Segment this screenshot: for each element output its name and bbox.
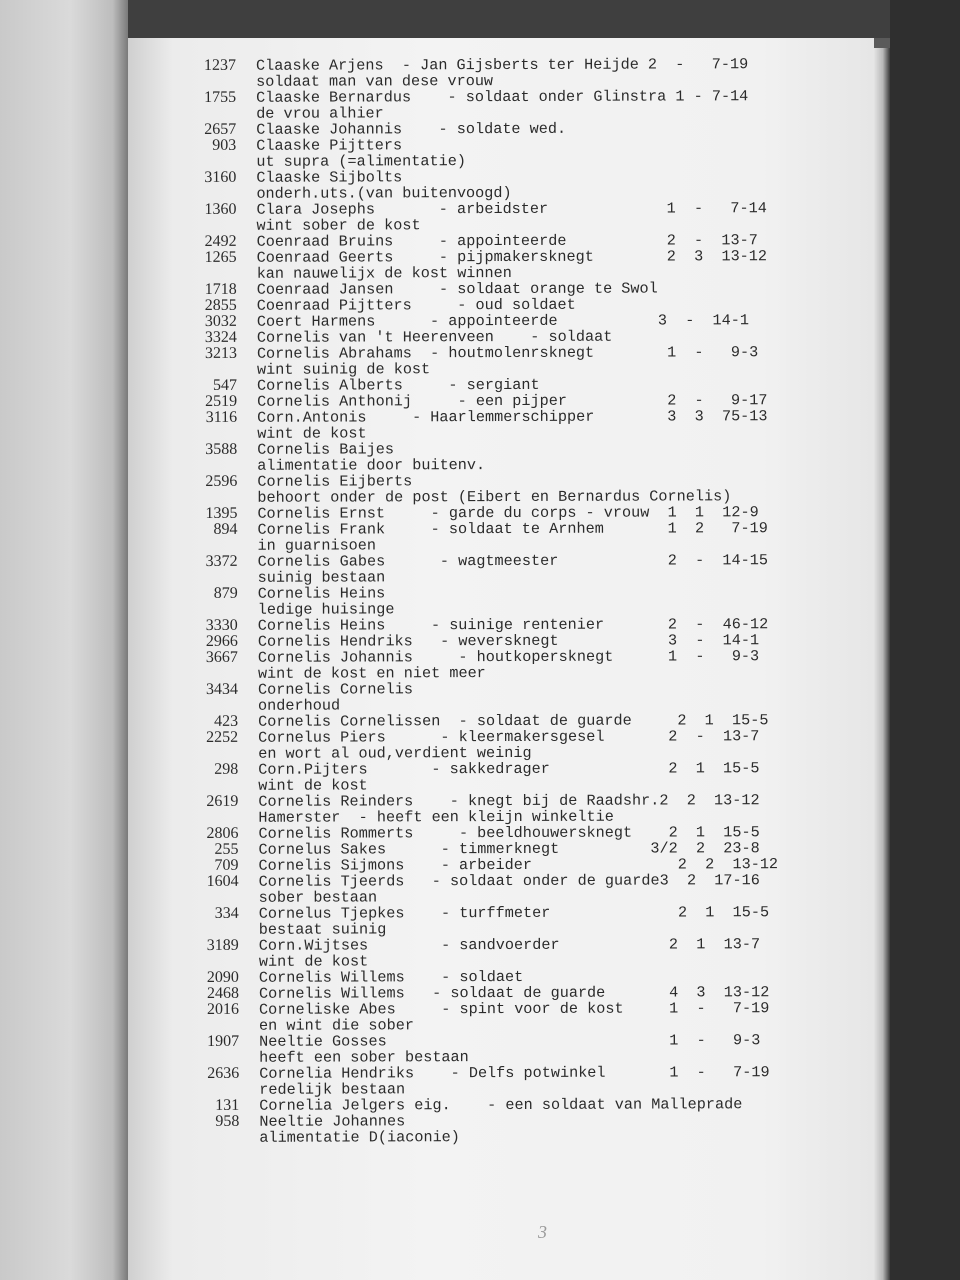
- register-entry: [190, 728, 830, 762]
- register-entry: [188, 168, 828, 202]
- entry-number: 1718: [204, 280, 237, 298]
- entry-text: Cornelis Tjeerds - soldaat onder de guarde3 2 17-16: [258, 871, 760, 891]
- register-entry: [188, 200, 828, 234]
- register-entry: [190, 792, 830, 826]
- entry-note: bestaat suinig: [258, 920, 387, 939]
- entry-text: Cornelus Sakes - timmerknegt 3/2 2 23-8: [258, 839, 760, 859]
- entry-text: Corn.Wijtses - sandvoerder 2 1 13-7: [258, 935, 761, 955]
- register-entry: [188, 136, 828, 170]
- entry-number: 1907: [207, 1032, 240, 1050]
- entry-number: 423: [214, 712, 239, 730]
- entry-text: Cornelus Piers - kleermakersgesel 2 - 13-7: [258, 727, 760, 747]
- register-entry: [191, 872, 831, 906]
- entry-text: Coenraad Geerts - pijpmakersknegt 2 3 13-12: [256, 247, 768, 267]
- entry-note: alimentatie D(iaconie): [259, 1128, 460, 1147]
- entry-text: Coenraad Pijtters - oud soldaet: [256, 295, 576, 315]
- entry-text: Cornelis Cornelissen - soldaat de guarde 2 1 15-5: [258, 711, 769, 731]
- register-entry: [189, 520, 829, 554]
- entry-text: Claaske Bernardus - soldaat onder Glinstra 1 - 7-14: [256, 87, 749, 107]
- entry-text: Cornelis Sijmons - arbeider 2 2 13-12: [258, 855, 779, 875]
- entry-number: 3160: [204, 168, 237, 186]
- entry-number: 3116: [205, 408, 238, 426]
- entry-text: Corn.Antonis - Haarlemmerschipper 3 3 75-13: [257, 407, 768, 427]
- register-entry: [190, 680, 830, 714]
- facing-page: [0, 0, 128, 1280]
- register-entry: [191, 1064, 831, 1098]
- entry-text: Cornelis Willems - soldaet: [258, 967, 524, 987]
- entry-text: Cornelis van 't Heerenveen - soldaat: [256, 327, 613, 347]
- entry-number: 3372: [205, 552, 238, 570]
- entry-text: Coenraad Bruins - appointeerde 2 - 13-7: [256, 231, 758, 251]
- entry-number: 709: [214, 856, 239, 874]
- entry-number: 2519: [205, 392, 238, 410]
- entry-note: ut supra (=alimentatie): [256, 152, 466, 171]
- entry-note: wint de kost: [258, 776, 368, 795]
- register-entry: [189, 248, 829, 282]
- entry-text: Cornelis Frank - soldaat te Arnhem 1 2 7-19: [257, 519, 768, 539]
- entry-number: 3434: [205, 680, 239, 698]
- entry-note: wint suinig de kost: [256, 360, 431, 379]
- entry-note: suinig bestaan: [257, 568, 386, 587]
- register-entry: [191, 1032, 831, 1066]
- register-entry: [189, 408, 829, 442]
- entry-text: Neeltie Gosses 1 - 9-3: [259, 1031, 761, 1051]
- entry-number: 1395: [205, 504, 238, 522]
- page-edge: [874, 48, 890, 1280]
- entry-text: Coenraad Jansen - soldaat orange te Swol: [256, 279, 658, 299]
- entry-note: behoort onder de post (Eibert en Bernardus Cornelis): [257, 487, 732, 507]
- entry-text: Cornelis Reinders - knegt bij de Raadshr.2 2 13-12: [258, 791, 760, 811]
- scan-background-right: [890, 0, 960, 1280]
- entry-text: Cornelus Tjepkes - turffmeter 2 1 15-5: [258, 903, 770, 923]
- register-entry: [191, 1000, 831, 1034]
- entry-note: en wort al oud,verdient weinig: [258, 743, 532, 763]
- entry-number: 3667: [205, 648, 238, 666]
- entry-text: Claaske Sijbolts: [256, 168, 403, 187]
- entry-text: Claaske Arjens - Jan Gijsberts ter Heijde 2 - 7-19: [255, 55, 749, 75]
- entry-number: 2090: [206, 968, 239, 986]
- entry-number: 958: [215, 1112, 240, 1130]
- register-entry: [188, 56, 828, 90]
- entry-note: wint sober de kost: [256, 216, 421, 235]
- register-entry: [190, 760, 830, 794]
- entry-text: Corn.Pijters - sakkedrager 2 1 15-5: [258, 759, 760, 779]
- entry-text: Cornelis Abrahams - houtmolenrsknegt 1 - 9-3: [256, 343, 759, 363]
- entry-number: 2855: [204, 296, 237, 314]
- entry-number: 3324: [204, 328, 237, 346]
- entry-number: 2492: [204, 232, 237, 250]
- entry-number: 2596: [205, 472, 238, 490]
- entry-number: 334: [214, 904, 239, 922]
- entry-number: 894: [213, 520, 238, 538]
- entry-note: onderh.uts.(van buitenvoogd): [256, 183, 512, 203]
- entry-note: redelijk bestaan: [259, 1080, 406, 1099]
- entry-text: Coert Harmens - appointeerde 3 - 14-1: [256, 311, 750, 331]
- entry-note: de vrou alhier: [256, 104, 384, 123]
- entry-number: 1604: [206, 872, 239, 890]
- entry-number: 2252: [206, 728, 239, 746]
- register-list: [188, 56, 831, 1146]
- entry-text: Cornelia Hendriks - Delfs potwinkel 1 - 7-19: [259, 1063, 770, 1083]
- entry-number: 131: [215, 1096, 240, 1114]
- entry-text: Cornelis Rommerts - beeldhouwersknegt 2 1 15-5: [258, 823, 760, 843]
- entry-number: 3032: [204, 312, 237, 330]
- entry-number: 2806: [206, 824, 239, 842]
- register-entry: [190, 584, 830, 618]
- register-entry: [190, 648, 830, 682]
- entry-number: 3189: [206, 936, 239, 954]
- entry-number: 879: [213, 584, 238, 602]
- entry-number: 2966: [205, 632, 238, 650]
- entry-text: Cornelis Baijes: [257, 440, 394, 459]
- entry-number: 1237: [203, 56, 237, 74]
- entry-note: kan nauwelijx de kost winnen: [256, 263, 512, 283]
- entry-number: 2468: [206, 984, 239, 1002]
- entry-note: wint de kost: [258, 952, 369, 971]
- entry-text: Cornelis Gabes - wagtmeester 2 - 14-15: [257, 551, 768, 571]
- entry-text: Cornelia Jelgers eig. - een soldaat van Malleprade: [259, 1095, 743, 1115]
- register-entry: [191, 1112, 831, 1146]
- entry-text: Corneliske Abes - spint voor de kost 1 - 7-19: [258, 999, 770, 1019]
- entry-number: 2657: [204, 120, 237, 138]
- entry-number: 547: [213, 376, 238, 394]
- entry-text: Claaske Pijtters: [256, 136, 403, 155]
- page-number: 3: [538, 1222, 547, 1242]
- entry-note: wint de kost: [257, 424, 367, 443]
- entry-number: 1265: [204, 248, 237, 266]
- entry-number: 903: [212, 136, 237, 154]
- entry-note: wint de kost en niet meer: [257, 664, 486, 683]
- entry-note: in guarnisoen: [257, 536, 377, 555]
- entry-note: en wint die sober: [259, 1016, 415, 1035]
- entry-number: 255: [214, 840, 239, 858]
- entry-number: 1360: [204, 200, 237, 218]
- entry-note: soldaat man van dese vrouw: [256, 72, 494, 91]
- entry-note: alimentatie door buitenv.: [257, 456, 486, 475]
- entry-note: heeft een sober bestaan: [259, 1048, 469, 1067]
- entry-number: 2636: [207, 1064, 240, 1082]
- entry-number: 3330: [205, 616, 238, 634]
- entry-note: sober bestaan: [258, 888, 378, 907]
- register-entry: [191, 936, 831, 970]
- entry-text: Cornelis Willems - soldaat de guarde 4 3 13-12: [258, 983, 770, 1003]
- entry-note: onderhoud: [258, 696, 341, 715]
- register-entry: [190, 552, 830, 586]
- entry-text: Cornelis Hendriks - weversknegt 3 - 14-1: [257, 631, 760, 651]
- entry-note: ledige huisinge: [257, 600, 395, 619]
- entry-text: Cornelis Alberts - sergiant: [257, 375, 540, 395]
- entry-text: Cornelis Johannis - houtkopersknegt 1 - 9-3: [257, 647, 760, 667]
- entry-text: Neeltie Johannes: [259, 1112, 406, 1131]
- entry-note: Hamerster - heeft een kleijn winkeltie: [258, 807, 614, 827]
- entry-text: Cornelis Ernst - garde du corps - vrouw 1 1 12-9: [257, 503, 759, 523]
- entry-number: 3588: [205, 440, 238, 458]
- entry-text: Cornelis Eijberts: [257, 472, 413, 491]
- entry-text: Cornelis Anthonij - een pijper 2 - 9-17: [257, 391, 768, 411]
- entry-number: 2016: [206, 1000, 240, 1018]
- register-entry: [189, 440, 829, 474]
- register-entry: [189, 472, 829, 506]
- entry-text: Cornelis Heins: [257, 584, 386, 603]
- entry-text: Claaske Johannis - soldate wed.: [256, 119, 567, 139]
- register-entry: [189, 344, 829, 378]
- register-entry: [191, 904, 831, 938]
- entry-number: 3213: [204, 344, 237, 362]
- entry-number: 1755: [204, 88, 237, 106]
- scan-background-top: [128, 0, 960, 38]
- register-entry: [191, 1096, 831, 1114]
- entry-number: 298: [214, 760, 239, 778]
- register-entry: [188, 88, 828, 122]
- entry-text: Cornelis Heins - suinige rentenier 2 - 46-12: [257, 615, 769, 635]
- entry-number: 2619: [206, 792, 239, 810]
- entry-text: Cornelis Cornelis: [257, 680, 413, 699]
- entry-text: Clara Josephs - arbeidster 1 - 7-14: [256, 199, 767, 219]
